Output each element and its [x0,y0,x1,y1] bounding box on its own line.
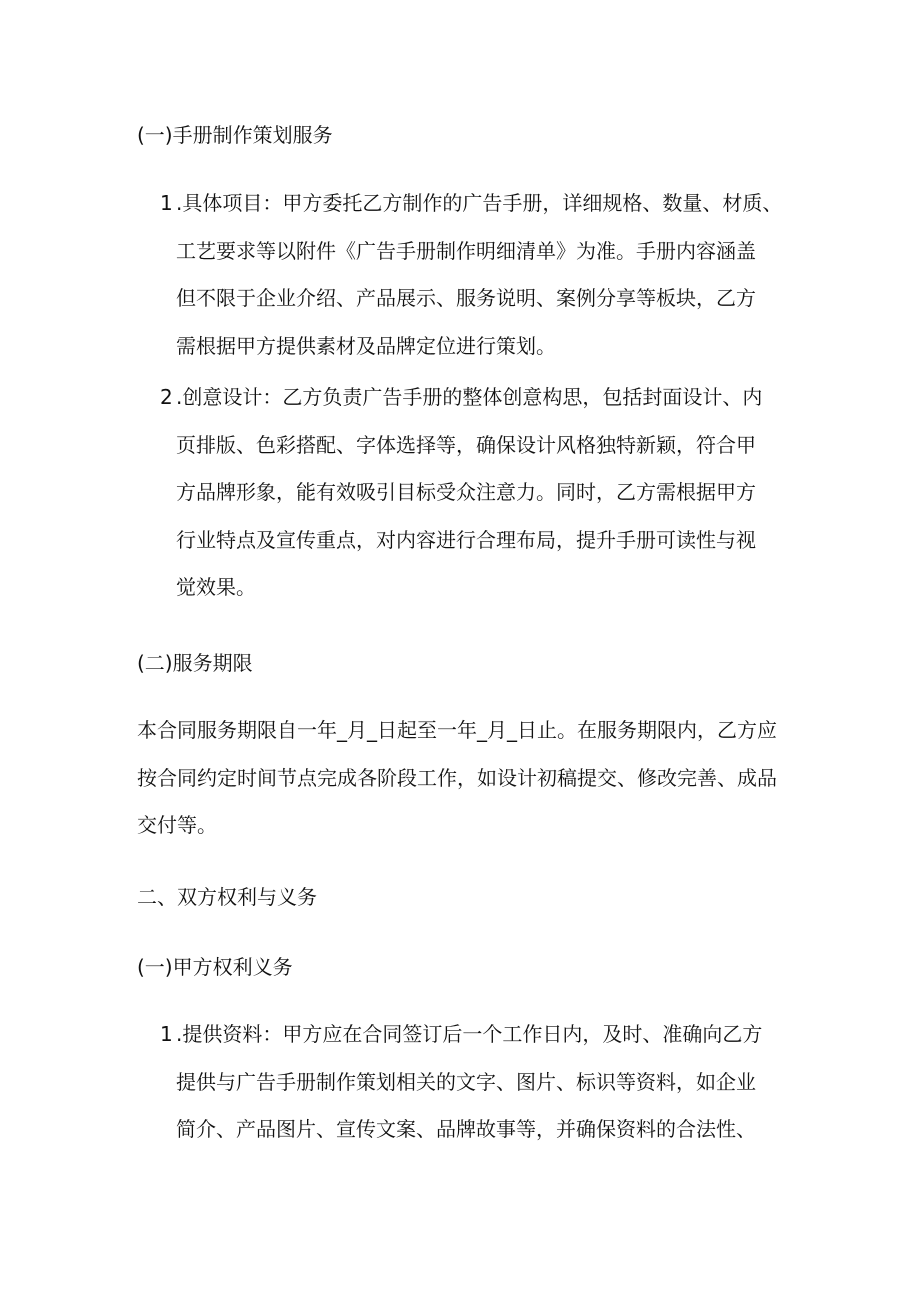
paragraph-line: 觉效果。 [176,575,256,599]
list-item-number: 1 [160,1022,173,1046]
paragraph-service-period [137,707,787,850]
section-heading-party-a-rights: (一)甲方权利义务 [137,955,293,979]
section-heading-service-period: (二)服务期限 [137,651,253,675]
paragraph-line: 方品牌形象，能有效吸引目标受众注意力。同时，乙方需根据甲方 [176,480,756,504]
list-item-creative-design [160,374,800,612]
paragraph-line: 按合同约定时间节点完成各阶段工作，如设计初稿提交、修改完善、成品 [137,765,777,790]
paragraph-line: 行业特点及宣传重点，对内容进行合理布局，提升手册可读性与视 [176,527,756,552]
paragraph-line: 需根据甲方提供素材及品牌定位进行策划。 [176,333,556,358]
list-item-specific-project [160,180,800,370]
paragraph-line: .创意设计：乙方负责广告手册的整体创意构思，包括封面设计、内 [176,385,763,409]
list-item-provide-materials [160,1011,800,1154]
paragraph-line: 简介、产品图片、宣传文案、品牌故事等，并确保资料的合法性、 [176,1117,756,1141]
list-item-number: 2 [160,385,173,409]
section-heading-rights-obligations: 二、双方权利与义务 [137,885,317,909]
paragraph-line: 但不限于企业介绍、产品展示、服务说明、案例分享等板块，乙方 [176,286,756,310]
paragraph-line: 本合同服务期限自一年_月_日起至一年_月_日止。在服务期限内，乙方应 [137,718,777,742]
paragraph-line: 交付等。 [137,813,217,837]
paragraph-line: .具体项目：甲方委托乙方制作的广告手册，详细规格、数量、材质、 [176,191,783,215]
paragraph-line: 提供与广告手册制作策划相关的文字、图片、标识等资料，如企业 [176,1069,756,1094]
paragraph-line: .提供资料：甲方应在合同签订后一个工作日内，及时、准确向乙方 [176,1022,763,1046]
section-heading-handbook-service: (一)手册制作策划服务 [137,123,333,147]
list-item-number: 1 [160,191,173,215]
paragraph-line: 工艺要求等以附件《广告手册制作明细清单》为准。手册内容涵盖 [176,238,756,263]
paragraph-line: 页排版、色彩搭配、字体选择等，确保设计风格独特新颖，符合甲 [176,432,756,457]
